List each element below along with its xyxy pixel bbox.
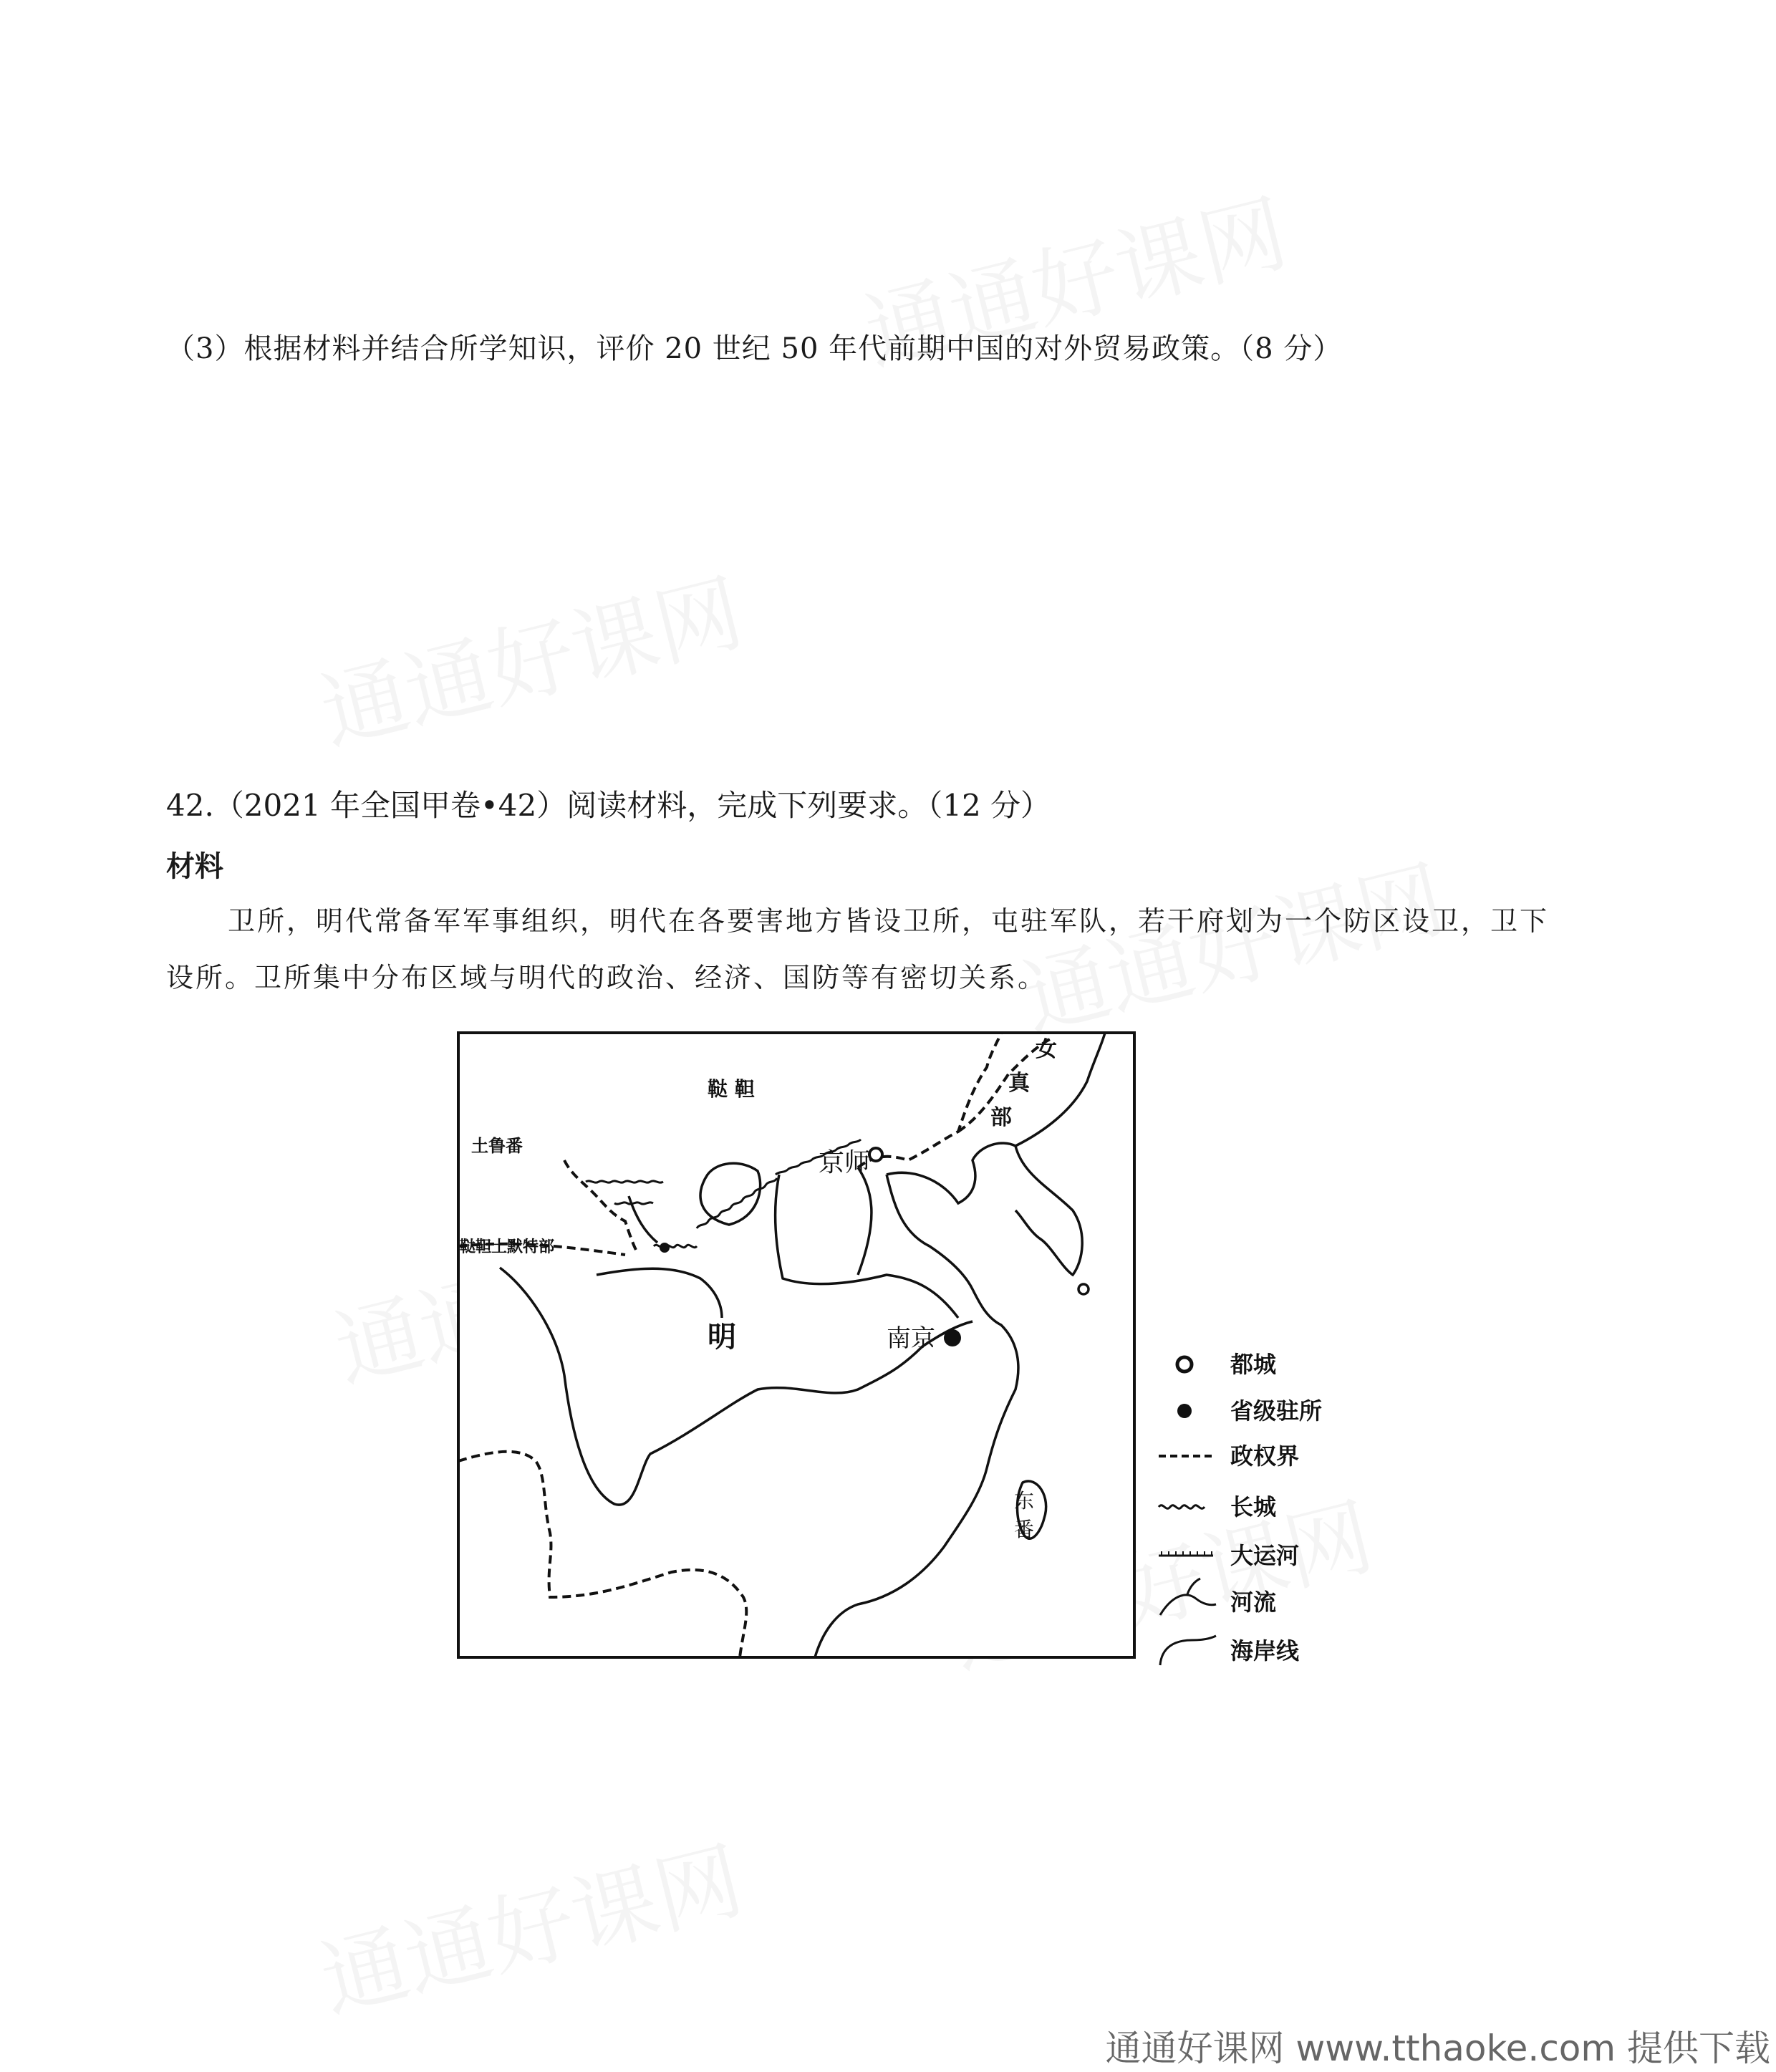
map-legend — [1153, 1339, 1368, 1669]
tulufan-label: 土鲁番 — [471, 1136, 523, 1156]
provincial-symbol — [1177, 1404, 1192, 1418]
tartar-tribes-label: 鞑靼土默特部 — [460, 1238, 555, 1256]
jingshi-label: 京师 — [819, 1148, 871, 1177]
material-paragraph-line-1: 卫所，明代常备军军事组织，明代在各要害地方皆设卫所，屯驻军队，若干府划为一个防区设卫，卫下 — [228, 905, 1550, 937]
capital-symbol — [1177, 1357, 1192, 1372]
nvzhen-label-3: 部 — [990, 1105, 1012, 1130]
watermark — [1008, 831, 1455, 1054]
river-symbol — [1160, 1579, 1216, 1615]
nvzhen-label-1: 女 — [1036, 1037, 1057, 1062]
nvzhen-label-2: 真 — [1008, 1071, 1030, 1096]
wall-symbol — [1159, 1505, 1205, 1509]
footer-source: 通通好课网 www.tthaoke.com 提供下载 — [1105, 2028, 1770, 2069]
coast-symbol — [1160, 1636, 1216, 1665]
legend-label-boundary: 政权界 — [1230, 1442, 1300, 1470]
watermark — [307, 544, 753, 768]
wala-label: 鞑 靼 — [708, 1077, 755, 1101]
legend-label-provincial: 省级驻所 — [1230, 1397, 1323, 1425]
map-frame — [458, 1033, 1134, 1657]
material-paragraph-line-2: 设所。卫所集中分布区域与明代的政治、经济、国防等有密切关系。 — [166, 962, 1048, 993]
nanjing-label: 南京 — [887, 1324, 935, 1353]
watermark — [307, 1812, 753, 2035]
nanjing-marker — [944, 1329, 961, 1346]
taiwan-label-2: 番 — [1014, 1518, 1035, 1541]
material-title: 材料 — [166, 850, 223, 883]
question-42-header: 42.（2021 年全国甲卷•42）阅读材料，完成下列要求。（12 分） — [166, 788, 1051, 823]
jingshi-capital-marker — [869, 1148, 882, 1161]
legend-label-coast: 海岸线 — [1230, 1637, 1300, 1664]
legend-label-capital: 都城 — [1230, 1351, 1277, 1378]
provincial-marker — [660, 1243, 670, 1253]
legend-label-canal: 大运河 — [1230, 1542, 1300, 1569]
ming-dynasty-map — [457, 1031, 1136, 1659]
legend-label-river: 河流 — [1230, 1589, 1277, 1616]
legend-label-wall: 长城 — [1230, 1493, 1277, 1521]
question-3-text: （3）根据材料并结合所学知识，评价 20 世纪 50 年代前期中国的对外贸易政策。（8 分） — [166, 332, 1343, 365]
ming-label: 明 — [708, 1321, 736, 1354]
taiwan-label-1: 东 — [1014, 1489, 1035, 1513]
